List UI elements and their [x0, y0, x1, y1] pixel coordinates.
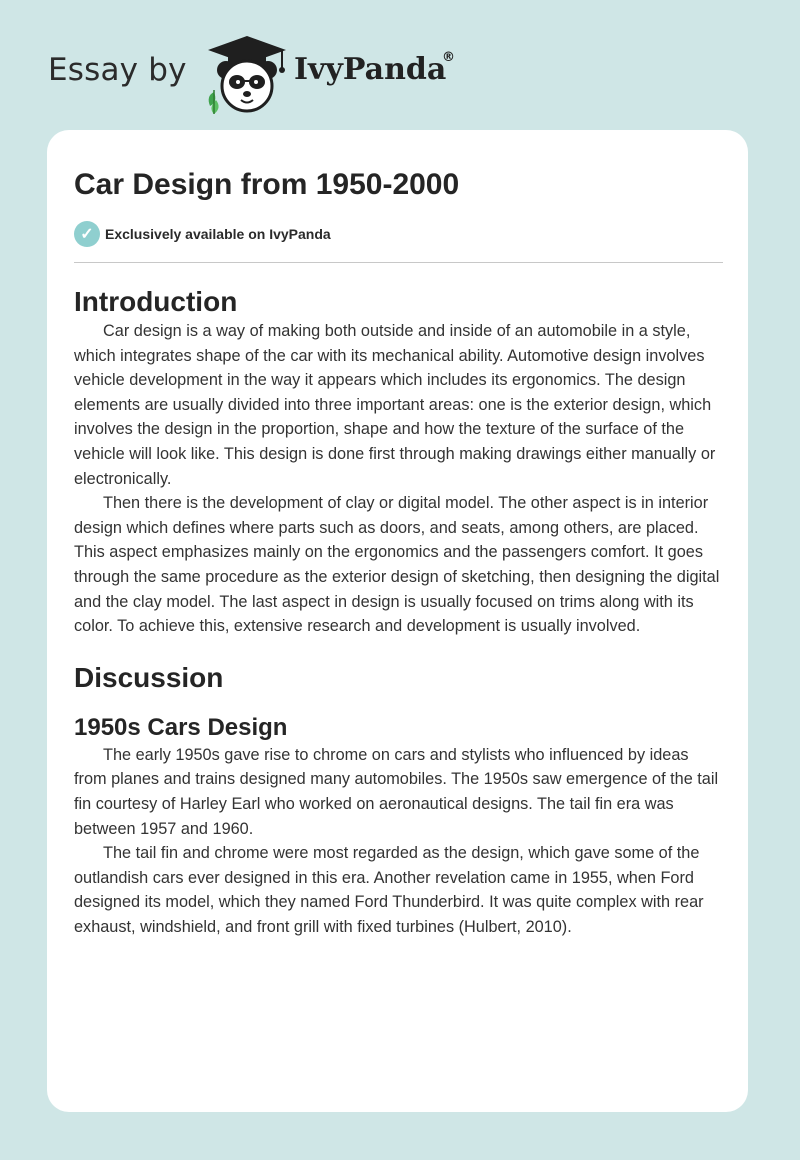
site-brand[interactable] — [48, 30, 508, 110]
subsection-heading-1950s: 1950s Cars Design — [74, 713, 288, 741]
paragraph: Then there is the development of clay or digital model. The other aspect is in interior design which defines where parts such as doors, and seats, among others, are placed. This aspect emphasizes mainly on the ergonomics and the passengers comfort. It goes through the same procedure as the exterior design of sketching, then designing the digital and the clay model. The last aspect in design is usually focused on trims along with its color. To achieve this, extensive research and development is usually involved. — [74, 494, 720, 636]
paragraph: The early 1950s gave rise to chrome on cars and stylists who influenced by ideas from planes and trains designed many automobiles. The 1950s saw emergence of the tail fin courtesy of Harley Earl who worked on aeronautical designs. The tail fin era was between 1957 and 1960. — [74, 745, 719, 838]
brand-prefix: Essay by — [48, 52, 187, 88]
exclusive-badge — [74, 220, 724, 248]
section-heading-introduction: Introduction — [74, 286, 238, 317]
divider — [74, 262, 723, 263]
essay-card — [47, 130, 748, 1112]
panda-graduate-logo — [202, 34, 292, 114]
essay-content — [74, 166, 724, 939]
paragraph: Car design is a way of making both outside and inside of an automobile in a style, which integrates shape of the car with its mechanical ability. Automotive design involves vehicle development in the way it appears which includes its ergonomics. The design elements are usually divided into three important areas: one is the exterior design, which involves the design in the proportion, shape and how the texture of the surface of the vehicle will look like. This design is done first through making drawings either manually or electronically. — [74, 322, 716, 488]
registered-mark: ® — [442, 50, 455, 65]
paragraph: The tail fin and chrome were most regarded as the design, which gave some of the outlandish cars ever designed in this era. Another revelation came in 1955, when Ford designed its model, which they named Ford Thunderbird. It was quite complex with rear exhaust, windshield, and front grill with fixed turbines (Hulbert, 2010). — [74, 844, 704, 936]
check-circle-icon: ✓ — [74, 221, 100, 247]
brand-name: IvyPanda — [294, 52, 447, 87]
badge-text: Exclusively available on IvyPanda — [105, 226, 331, 242]
section-heading-discussion: Discussion — [74, 661, 224, 693]
page-title: Car Design from 1950-2000 — [74, 168, 460, 201]
